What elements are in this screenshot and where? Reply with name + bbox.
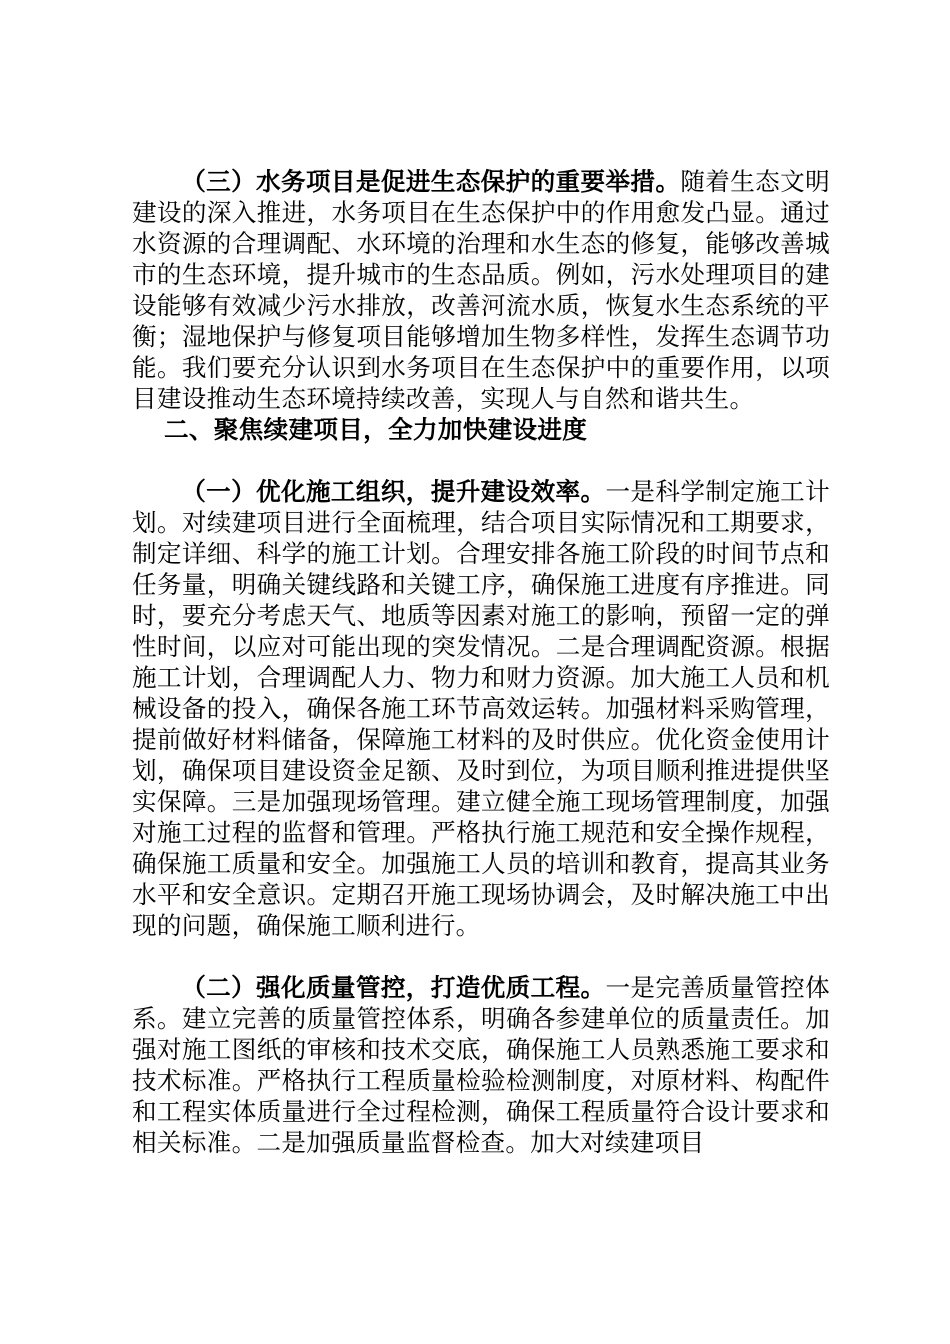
- section-3-body: 随着生态文明建设的深入推进，水务项目在生态保护中的作用愈发凸显。通过水资源的合理调配、水环境的治理和水生态的修复，能够改善城市的生态环境，提升城市的生态品质。例如，污水处理项目的建设能够有效减少污水排放，改善河流水质，恢复水生态系统的平衡；湿地保护与修复项目能够增加生物多样性，发挥生态调节功能。我们要充分认识到水务项目在生态保护中的重要作用，以项目建设推动生态环境持续改善，实现人与自然和谐共生。: [132, 167, 830, 413]
- subsection-2-body: 一是完善质量管控体系。建立完善的质量管控体系，明确各参建单位的质量责任。加强对施工图纸的审核和技术交底，确保施工人员熟悉施工要求和技术标准。严格执行工程质量检验检测制度，对原材料、构配件和工程实体质量进行全过程检测，确保工程质量符合设计要求和相关标准。二是加强质量监督检查。加大对续建项目: [132, 973, 830, 1157]
- section-3-lead: （三）水务项目是促进生态保护的重要举措。: [181, 167, 681, 196]
- subsection-2-lead: （二）强化质量管控，打造优质工程。: [181, 973, 606, 1002]
- paragraph-section-3: [132, 166, 830, 414]
- paragraph-subsection-2: [132, 972, 830, 1158]
- heading-section-2: 二、聚焦续建项目，全力加快建设进度: [163, 415, 588, 444]
- subsection-1-lead: （一）优化施工组织，提升建设效率。: [181, 477, 606, 506]
- document-page: [132, 166, 830, 1158]
- paragraph-subsection-1: [132, 476, 830, 941]
- subsection-1-body: 一是科学制定施工计划。对续建项目进行全面梳理，结合项目实际情况和工期要求，制定详细、科学的施工计划。合理安排各施工阶段的时间节点和任务量，明确关键线路和关键工序，确保施工进度有序推进。同时，要充分考虑天气、地质等因素对施工的影响，预留一定的弹性时间，以应对可能出现的突发情况。二是合理调配资源。根据施工计划，合理调配人力、物力和财力资源。加大施工人员和机械设备的投入，确保各施工环节高效运转。加强材料采购管理，提前做好材料储备，保障施工材料的及时供应。优化资金使用计划，确保项目建设资金足额、及时到位，为项目顺利推进提供坚实保障。三是加强现场管理。建立健全施工现场管理制度，加强对施工过程的监督和管理。严格执行施工规范和安全操作规程，确保施工质量和安全。加强施工人员的培训和教育，提高其业务水平和安全意识。定期召开施工现场协调会，及时解决施工中出现的问题，确保施工顺利进行。: [132, 477, 830, 940]
